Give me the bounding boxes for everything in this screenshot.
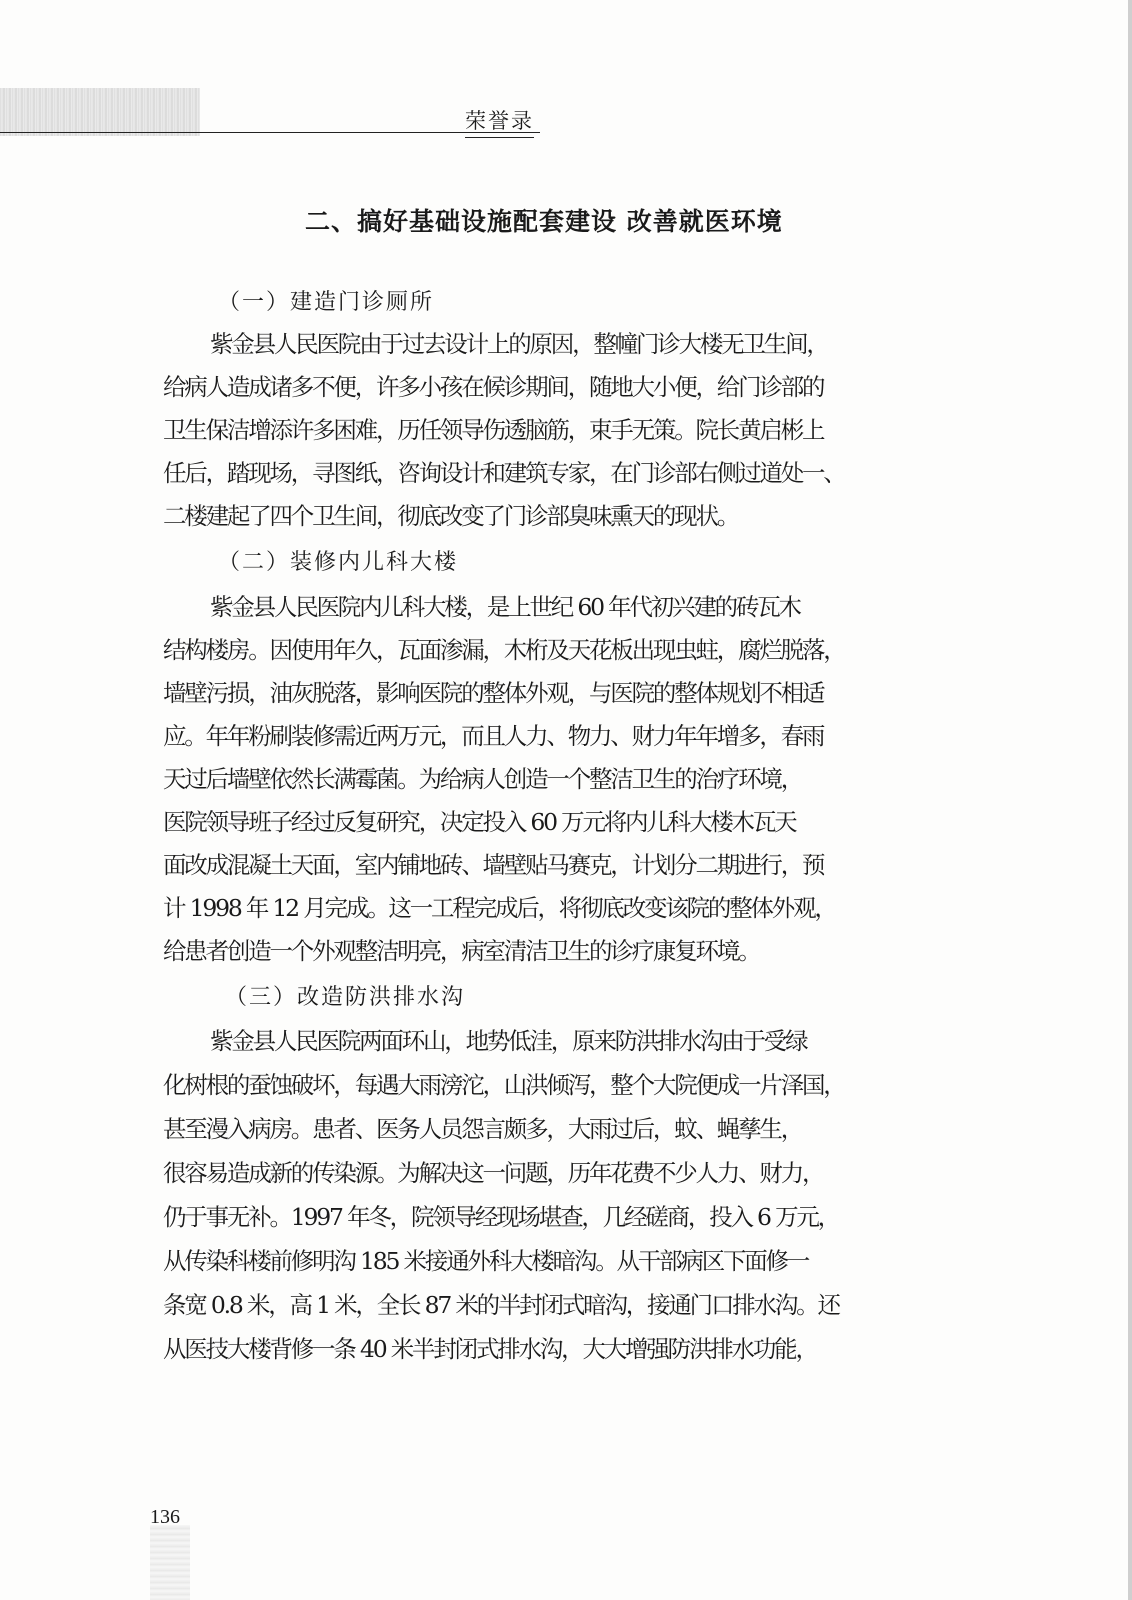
paragraph-line: 甚至漫入病房。患者、医务人员怨言颇多，大雨过后，蚊、蝇孳生， (163, 1115, 802, 1143)
paragraph-line: 从传染科楼前修明沟 185 米接通外科大楼暗沟。从干部病区下面修一 (163, 1247, 809, 1275)
paragraph-line: 应。年年粉刷装修需近两万元，而且人力、物力、财力年年增多，春雨 (163, 722, 824, 750)
paragraph-line: 给病人造成诸多不便，许多小孩在候诊期间，随地大小便，给门诊部的 (163, 373, 824, 401)
scan-shading-bottom (150, 1525, 190, 1600)
section-title: 二、搞好基础设施配套建设 改善就医环境 (305, 207, 783, 236)
scan-shading (0, 88, 200, 136)
paragraph-line: 任后，踏现场，寻图纸，咨询设计和建筑专家，在门诊部右侧过道处一、 (163, 459, 845, 487)
page-number: 136 (150, 1506, 180, 1528)
paragraph-line: 二楼建起了四个卫生间，彻底改变了门诊部臭味熏天的现状。 (163, 502, 739, 530)
paragraph-line: 结构楼房。因使用年久，瓦面渗漏，木桁及天花板出现虫蛀，腐烂脱落， (163, 636, 845, 664)
subheading-2: （二）装修内儿科大楼 (218, 550, 459, 575)
paragraph-line: 面改成混凝土天面，室内铺地砖、墙壁贴马赛克，计划分二期进行，预 (163, 851, 824, 879)
paragraph-line: 紫金县人民医院内儿科大楼，是上世纪 60 年代初兴建的砖瓦木 (210, 593, 800, 621)
paragraph-line: 从医技大楼背修一条 40 米半封闭式排水沟，大大增强防洪排水功能， (163, 1335, 817, 1363)
paragraph-line: 紫金县人民医院两面环山，地势低洼，原来防洪排水沟由于受绿 (210, 1027, 807, 1055)
paragraph-line: 条宽 0.8 米，高 1 米，全长 87 米的半封闭式暗沟，接通门口排水沟。还 (163, 1291, 839, 1319)
subheading-3: （三）改造防洪排水沟 (225, 985, 466, 1010)
page-edge (1128, 0, 1132, 1600)
paragraph-line: 给患者创造一个外观整洁明亮，病室清洁卫生的诊疗康复环境。 (163, 937, 760, 965)
paragraph-line: 卫生保洁增添许多困难，历任领导伤透脑筋，束手无策。院长黄启彬上 (163, 416, 824, 444)
running-title: 荣誉录 (465, 105, 534, 138)
header-rule (0, 132, 540, 133)
paragraph-line: 天过后墙壁依然长满霉菌。为给病人创造一个整洁卫生的治疗环境， (163, 765, 802, 793)
paragraph-line: 计 1998 年 12 月完成。这一工程完成后，将彻底改变该院的整体外观， (163, 894, 836, 922)
paragraph-line: 化树根的蚕蚀破坏，每遇大雨滂沱，山洪倾泻，整个大院便成一片泽国， (163, 1071, 845, 1099)
paragraph-line: 医院领导班子经过反复研究，决定投入 60 万元将内儿科大楼木瓦天 (163, 808, 796, 836)
paragraph-line: 紫金县人民医院由于过去设计上的原因，整幢门诊大楼无卫生间， (210, 330, 828, 358)
subheading-1: （一）建造门诊厕所 (218, 290, 435, 315)
paragraph-line: 仍于事无补。1997 年冬，院领导经现场堪查，几经磋商，投入 6 万元， (163, 1203, 839, 1231)
paragraph-line: 墙壁污损，油灰脱落，影响医院的整体外观，与医院的整体规划不相适 (163, 679, 824, 707)
paragraph-line: 很容易造成新的传染源。为解决这一问题，历年花费不少人力、财力， (163, 1159, 824, 1187)
